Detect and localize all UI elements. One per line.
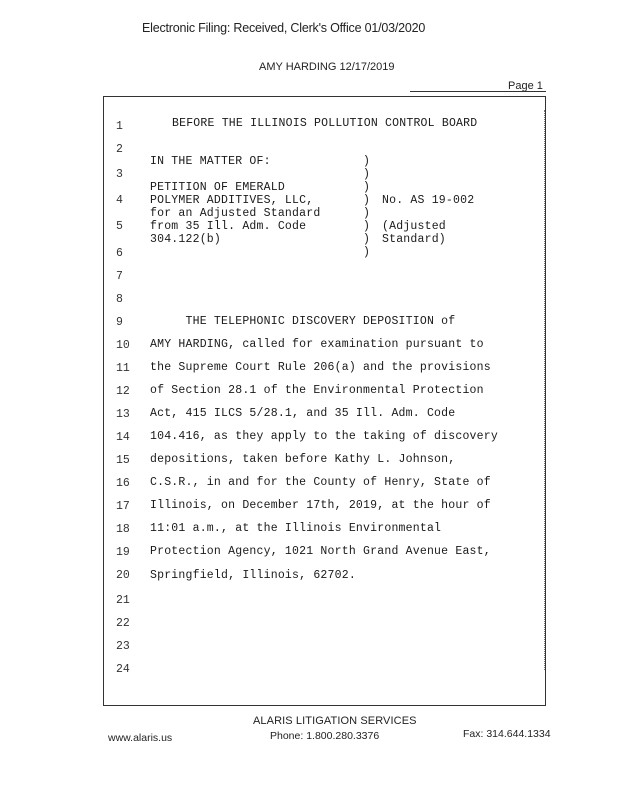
- caption-paren: ): [363, 155, 371, 168]
- transcript-line: of Section 28.1 of the Environmental Protection: [150, 384, 484, 397]
- page-number: Page 1: [508, 80, 543, 92]
- footer-fax: Fax: 314.644.1334: [463, 728, 551, 740]
- line-number: 21: [116, 594, 130, 607]
- line-number: 14: [116, 431, 130, 444]
- line-number: 10: [116, 339, 130, 352]
- footer-website: www.alaris.us: [108, 732, 173, 744]
- line-number: 11: [116, 362, 130, 375]
- line-number: 2: [116, 143, 123, 156]
- frame-top-rule: [410, 91, 546, 92]
- line-number: 8: [116, 293, 123, 306]
- caption-paren: ): [363, 194, 371, 207]
- line-number: 22: [116, 617, 130, 630]
- transcript-line: AMY HARDING, called for examination pursuant to: [150, 338, 484, 351]
- line-number: 16: [116, 477, 130, 490]
- transcript-line: Springfield, Illinois, 62702.: [150, 569, 356, 582]
- caption-left-line: from 35 Ill. Adm. Code: [150, 220, 307, 233]
- line-number: 7: [116, 270, 123, 283]
- caption-paren: ): [363, 168, 371, 181]
- line-number: 20: [116, 569, 130, 582]
- line-number: 15: [116, 454, 130, 467]
- transcript-line: depositions, taken before Kathy L. Johnson,: [150, 453, 456, 466]
- line-number: 5: [116, 220, 123, 233]
- line-number: 6: [116, 247, 123, 260]
- footer-company: ALARIS LITIGATION SERVICES: [253, 715, 417, 727]
- board-title: BEFORE THE ILLINOIS POLLUTION CONTROL BOARD: [172, 117, 478, 130]
- case-number: No. AS 19-002: [382, 194, 475, 207]
- transcript-line: Act, 415 ILCS 5/28.1, and 35 Ill. Adm. Code: [150, 407, 456, 420]
- transcript-line: Protection Agency, 1021 North Grand Avenue East,: [150, 545, 491, 558]
- line-number: 13: [116, 408, 130, 421]
- transcript-line: THE TELEPHONIC DISCOVERY DEPOSITION of: [150, 315, 456, 328]
- caption-left-line: PETITION OF EMERALD: [150, 181, 285, 194]
- caption-left-line: IN THE MATTER OF:: [150, 155, 271, 168]
- frame-right-edge: [544, 110, 549, 670]
- transcript-line: C.S.R., in and for the County of Henry, State of: [150, 476, 491, 489]
- line-number: 18: [116, 523, 130, 536]
- line-number: 24: [116, 663, 130, 676]
- line-number: 3: [116, 168, 123, 181]
- caption-left-line: for an Adjusted Standard: [150, 207, 321, 220]
- transcript-line: Illinois, on December 17th, 2019, at the hour of: [150, 499, 491, 512]
- caption-paren: ): [363, 233, 371, 246]
- caption-paren: ): [363, 207, 371, 220]
- transcript-line: 11:01 a.m., at the Illinois Environmental: [150, 522, 442, 535]
- line-number: 17: [116, 500, 130, 513]
- caption-right-line: (Adjusted: [382, 220, 446, 233]
- filing-stamp: Electronic Filing: Received, Clerk's Office 01/03/2020: [142, 21, 426, 35]
- line-number: 12: [116, 385, 130, 398]
- caption-left-line: POLYMER ADDITIVES, LLC,: [150, 194, 314, 207]
- line-number: 9: [116, 316, 123, 329]
- line-number: 23: [116, 640, 130, 653]
- line-number: 4: [116, 194, 123, 207]
- caption-right-line: Standard): [382, 233, 446, 246]
- footer-phone: Phone: 1.800.280.3376: [270, 730, 380, 742]
- caption-left-line: 304.122(b): [150, 233, 222, 246]
- line-number: 1: [116, 120, 123, 133]
- transcript-line: 104.416, as they apply to the taking of discovery: [150, 430, 498, 443]
- caption-paren: ): [363, 181, 371, 194]
- transcript-line: the Supreme Court Rule 206(a) and the provisions: [150, 361, 491, 374]
- deponent-date-header: AMY HARDING 12/17/2019: [259, 61, 395, 73]
- caption-paren: ): [363, 246, 371, 259]
- caption-paren: ): [363, 220, 371, 233]
- line-number: 19: [116, 546, 130, 559]
